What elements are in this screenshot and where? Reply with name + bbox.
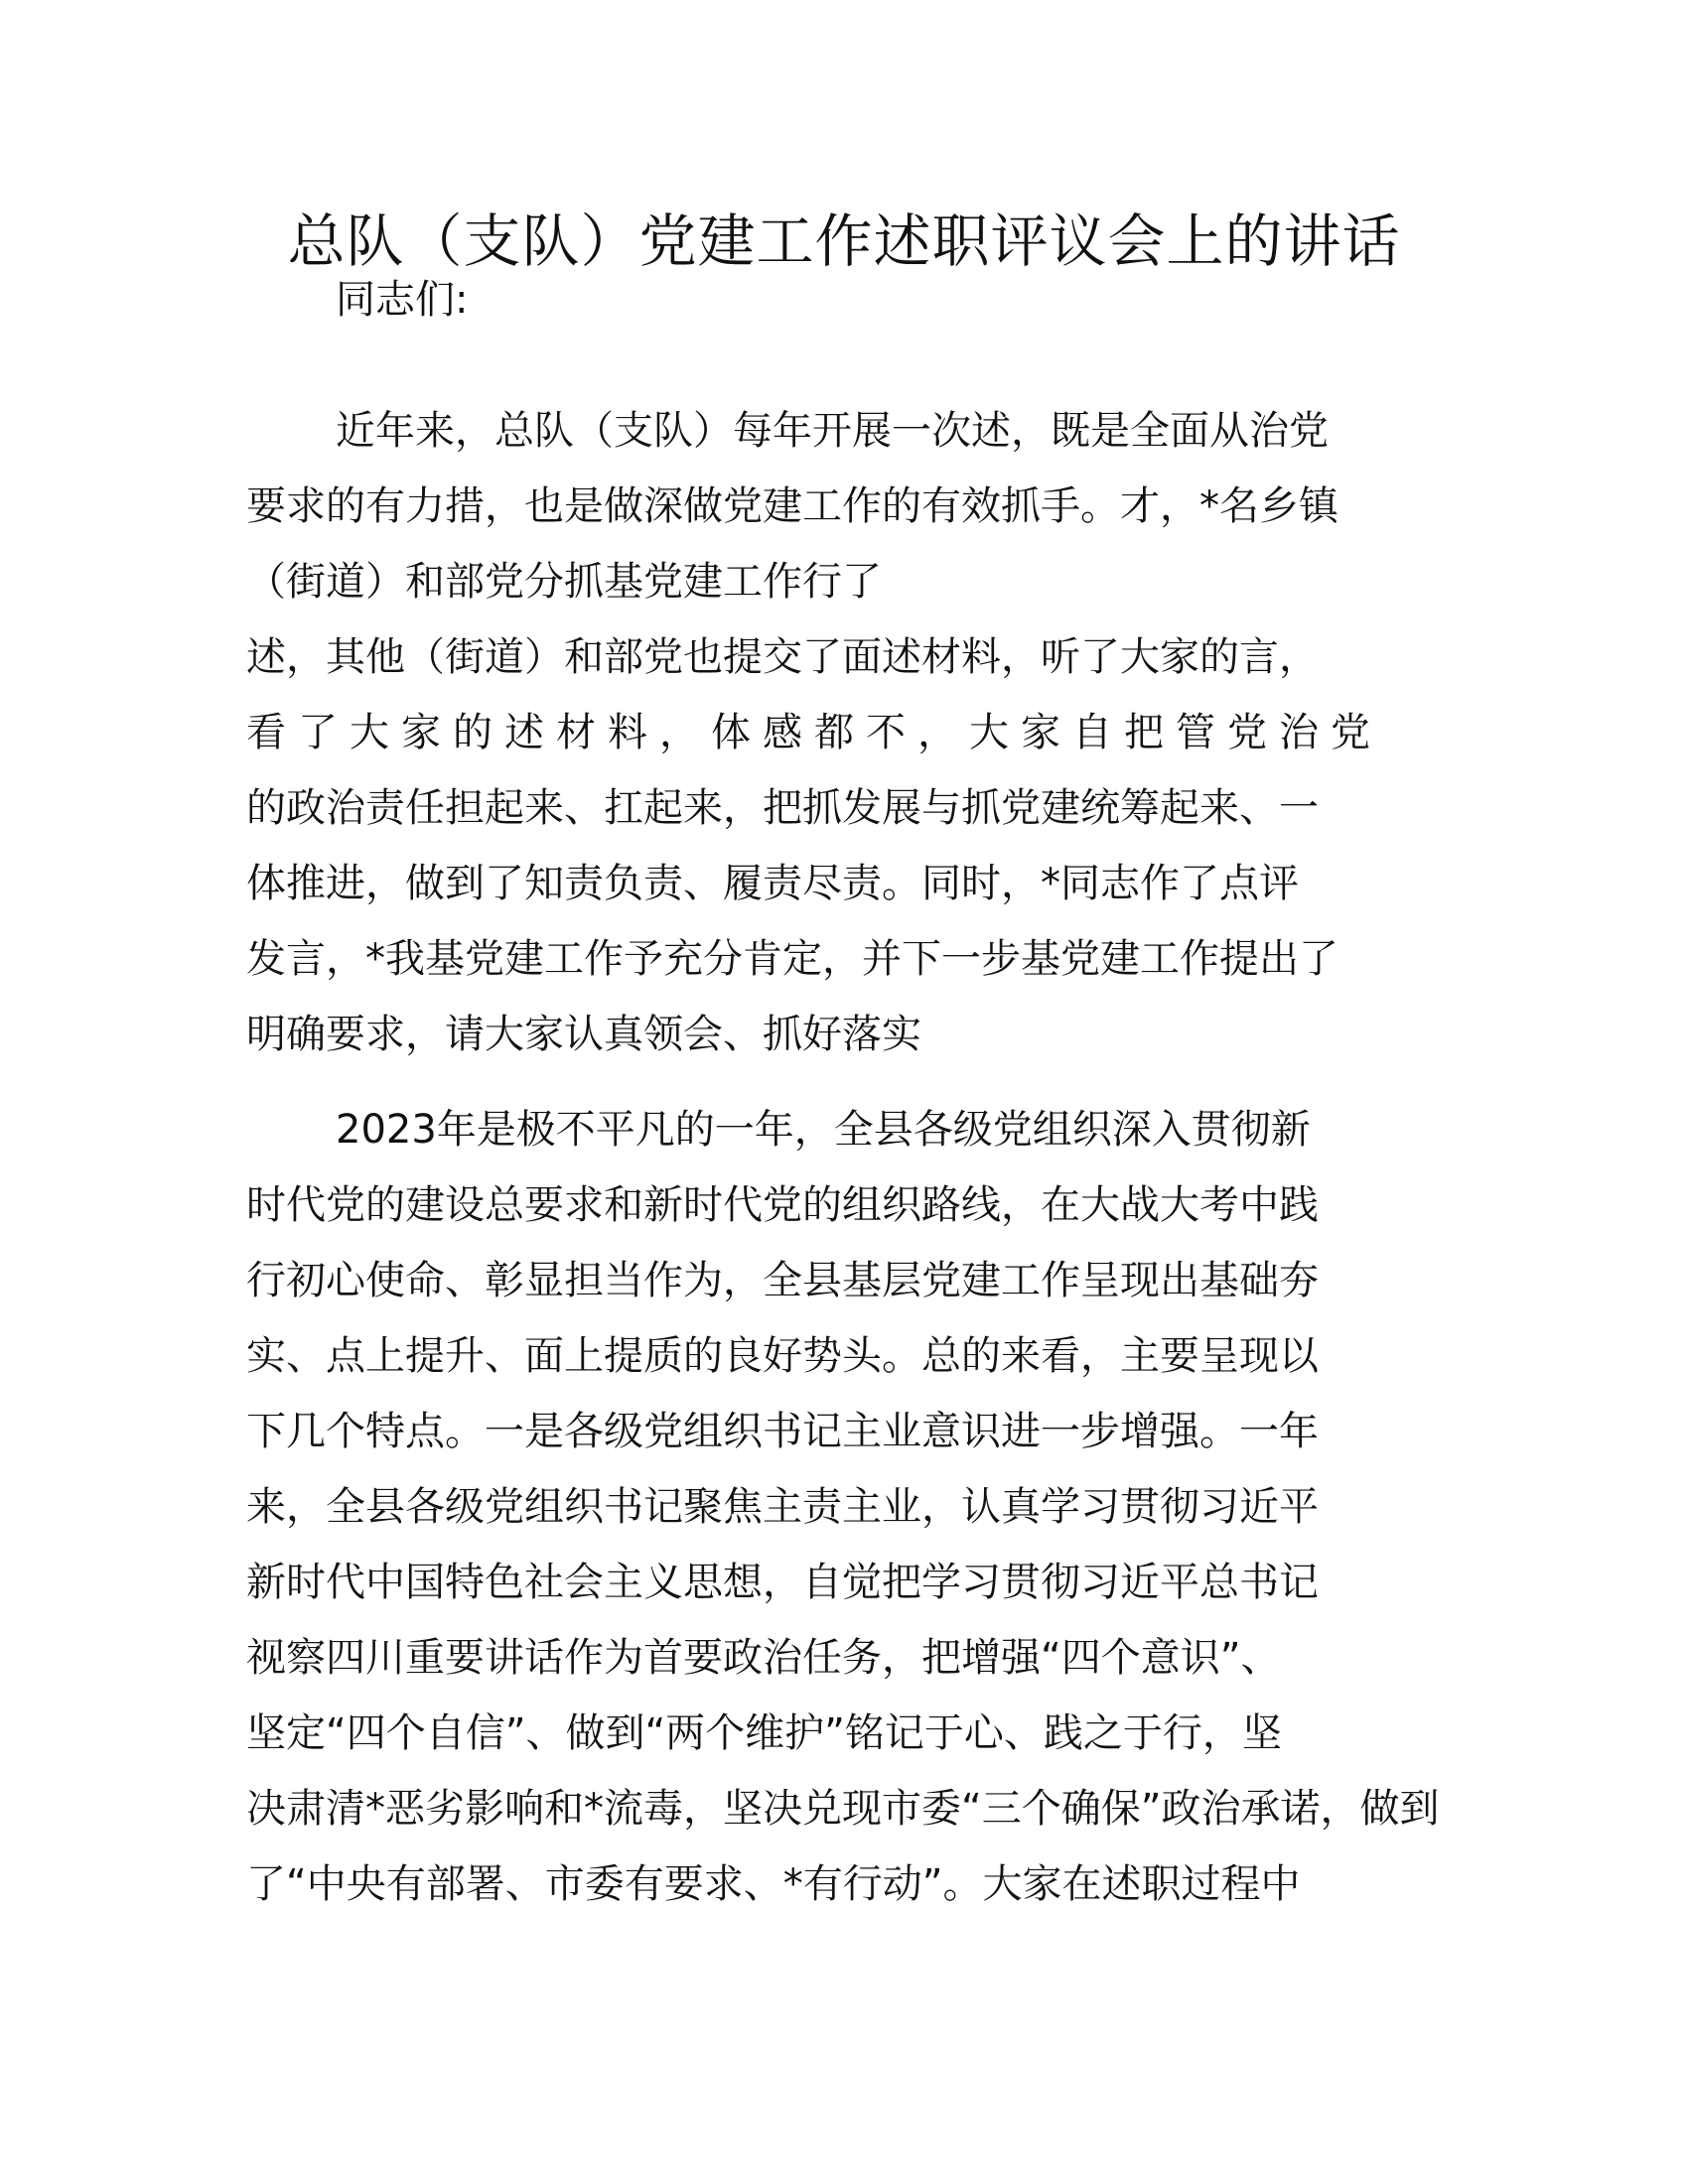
- paragraph-line: 要求的有力措，也是做深做党建工作的有效抓手。才，*名乡镇: [246, 483, 1338, 529]
- paragraph-line: 的政治责任担起来、扛起来，把抓发展与抓党建统筹起来、一: [246, 785, 1319, 831]
- paragraph-line: 了“中央有部署、市委有要求、*有行动”。大家在述职过程中: [246, 1861, 1301, 1907]
- salutation: 同志们:: [336, 277, 469, 323]
- paragraph-line: 近年来，总队（支队）每年开展一次述，既是全面从治党: [336, 408, 1329, 454]
- paragraph-line: 决肃清*恶劣影响和*流毒，坚决兑现市委“三个确保”政治承诺，做到: [246, 1786, 1440, 1832]
- paragraph-line: （街道）和部党分抓基党建工作行了: [246, 559, 882, 605]
- paragraph-line: 明确要求，请大家认真领会、抓好落实: [246, 1012, 921, 1057]
- paragraph-line: 发言，*我基党建工作予充分肯定，并下一步基党建工作提出了: [246, 936, 1338, 982]
- paragraph-line: 时代党的建设总要求和新时代党的组织路线，在大战大考中践: [246, 1182, 1319, 1228]
- paragraph-line: 来，全县各级党组织书记聚焦主责主业，认真学习贯彻习近平: [246, 1484, 1319, 1530]
- paragraph-line: 看了大家的述材料，体感都不，大家自把管党治党: [246, 710, 1382, 755]
- paragraph-line: 坚定“四个自信”、做到“两个维护”铭记于心、践之于行，坚: [246, 1710, 1282, 1756]
- paragraph-line: 新时代中国特色社会主义思想，自觉把学习贯彻习近平总书记: [246, 1560, 1319, 1605]
- paragraph-line: 行初心使命、彰显担当作为，全县基层党建工作呈现出基础夯: [246, 1258, 1319, 1303]
- paragraph-line: 述，其他（街道）和部党也提交了面述材料，听了大家的言，: [246, 634, 1319, 680]
- paragraph-line: 视察四川重要讲话作为首要政治任务，把增强“四个意识”、: [246, 1635, 1281, 1681]
- paragraph-line: 2023年是极不平凡的一年，全县各级党组织深入贯彻新: [336, 1107, 1311, 1153]
- document-title: 总队（支队）党建工作述职评议会上的讲话: [287, 207, 1401, 275]
- paragraph-line: 实、点上提升、面上提质的良好势头。总的来看，主要呈现以: [246, 1333, 1319, 1379]
- paragraph-line: 体推进，做到了知责负责、履责尽责。同时，*同志作了点评: [246, 861, 1299, 906]
- paragraph-line: 下几个特点。一是各级党组织书记主业意识进一步增强。一年: [246, 1409, 1319, 1454]
